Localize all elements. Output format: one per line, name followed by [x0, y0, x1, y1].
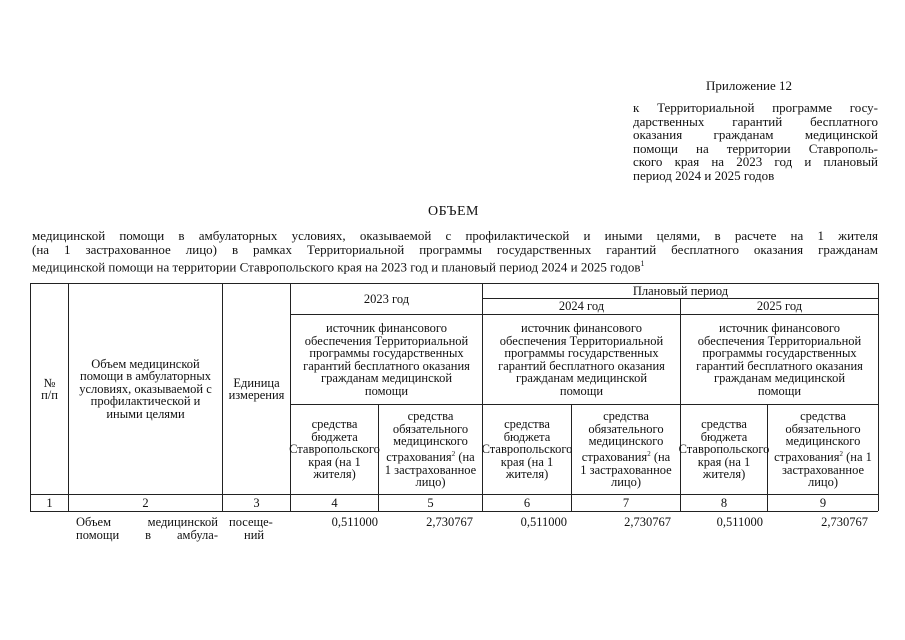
row-value: 2,730767	[426, 515, 473, 529]
subtitle-line	[32, 257, 878, 274]
column-number: 9	[819, 495, 827, 510]
row-value: 0,511000	[520, 515, 567, 529]
header-insurance-2023	[379, 405, 482, 494]
column-number: 1	[46, 495, 53, 510]
row-unit	[229, 516, 289, 542]
row-value: 0,511000	[716, 515, 763, 529]
intro-line: к Территориальной программе госу-	[633, 100, 878, 115]
row-name-line: помощи в амбула-	[76, 528, 218, 542]
header-budget-2025: средства бюджета Ставропольского края (на 1 жителя)	[678, 417, 770, 482]
header-insurance-2024	[572, 405, 680, 494]
insurance-tail: (на 1 застрахованное лицо)	[580, 450, 672, 490]
row-value: 0,511000	[331, 515, 378, 529]
footnote-mark: 2	[647, 449, 651, 458]
intro-line: дарственных гарантий бесплатного	[633, 113, 878, 129]
intro-line: оказания гражданам медицинской	[633, 127, 878, 142]
insurance-label: средства обязательного медицинского страхования	[774, 409, 861, 465]
row-value: 2,730767	[821, 515, 868, 529]
column-number: 8	[720, 495, 728, 510]
grid-line	[878, 283, 879, 511]
intro-line: помощи на территории Ставрополь-	[633, 140, 878, 156]
header-source-2025: источник финансового обеспечения Территориальной программы государственных гарантий бесплатного оказания гражданам медицинской помощи	[696, 321, 863, 398]
header-year-2023: 2023 год	[363, 291, 410, 306]
header-source-2024: источник финансового обеспечения Территориальной программы государственных гарантий бесплатного оказания гражданам медицинской помощи	[498, 321, 665, 398]
header-unit: Единица измерения	[228, 375, 285, 402]
row-unit-line: посеще-	[229, 515, 273, 529]
column-number: 6	[523, 495, 531, 510]
header-planned-period: Плановый период	[632, 283, 729, 298]
row-name	[76, 516, 218, 542]
insurance-tail: (на 1 застрахованное лицо)	[781, 450, 872, 490]
appendix-number: Приложение 12	[706, 78, 793, 93]
column-number: 4	[331, 495, 338, 510]
row-name-line: Объем медицинской	[76, 515, 218, 529]
header-year-2024: 2024 год	[558, 299, 605, 314]
appendix-intro	[633, 101, 878, 182]
grid-line	[30, 511, 878, 512]
header-budget-2024: средства бюджета Ставропольского края (на 1 жителя)	[481, 417, 573, 482]
insurance-label: средства обязательного медицинского страхования	[386, 409, 469, 465]
footnote-mark: 2	[451, 449, 456, 458]
header-year-2025: 2025 год	[756, 299, 803, 314]
footnote-mark: 1	[640, 259, 645, 268]
header-num: № п/п	[41, 375, 58, 402]
insurance-label: средства обязательного медицинского страхования	[581, 409, 664, 465]
footnote-mark: 2	[839, 449, 843, 458]
header-insurance-2025	[768, 405, 878, 494]
header-volume: Объем медицинской помощи в амбулаторных условиях, оказываемой с профилактической и иными целями	[79, 356, 212, 421]
row-unit-line: ний	[244, 528, 265, 542]
row-value: 2,730767	[624, 515, 671, 529]
document-subtitle	[32, 229, 878, 274]
column-number: 7	[622, 495, 630, 510]
document-title: ОБЪЕМ	[428, 204, 480, 219]
subtitle-line: (на 1 застрахованное лицо) в рамках Территориальной программы государственных гарантий бесплатного оказания гражданам	[32, 242, 878, 257]
subtitle-line: медицинской помощи в амбулаторных условиях, оказываемой с профилактической и иными целями, в расчете на 1 жителя	[32, 228, 878, 243]
column-number: 3	[253, 495, 260, 510]
intro-line: период 2024 и 2025 годов	[633, 167, 775, 183]
header-source-2023: источник финансового обеспечения Территориальной программы государственных гарантий бесплатного оказания гражданам медицинской помощи	[303, 321, 470, 398]
insurance-tail: (на 1 застрахованное лицо)	[384, 450, 477, 490]
subtitle-line-text: медицинской помощи на территории Ставропольского края на 2023 год и плановый период 2024 и 2025 годов	[32, 259, 641, 275]
column-number: 5	[427, 495, 434, 510]
column-number: 2	[142, 495, 149, 510]
header-budget-2023: средства бюджета Ставропольского края (на 1 жителя)	[289, 417, 380, 482]
intro-line: ского края на 2023 год и плановый	[633, 154, 878, 169]
